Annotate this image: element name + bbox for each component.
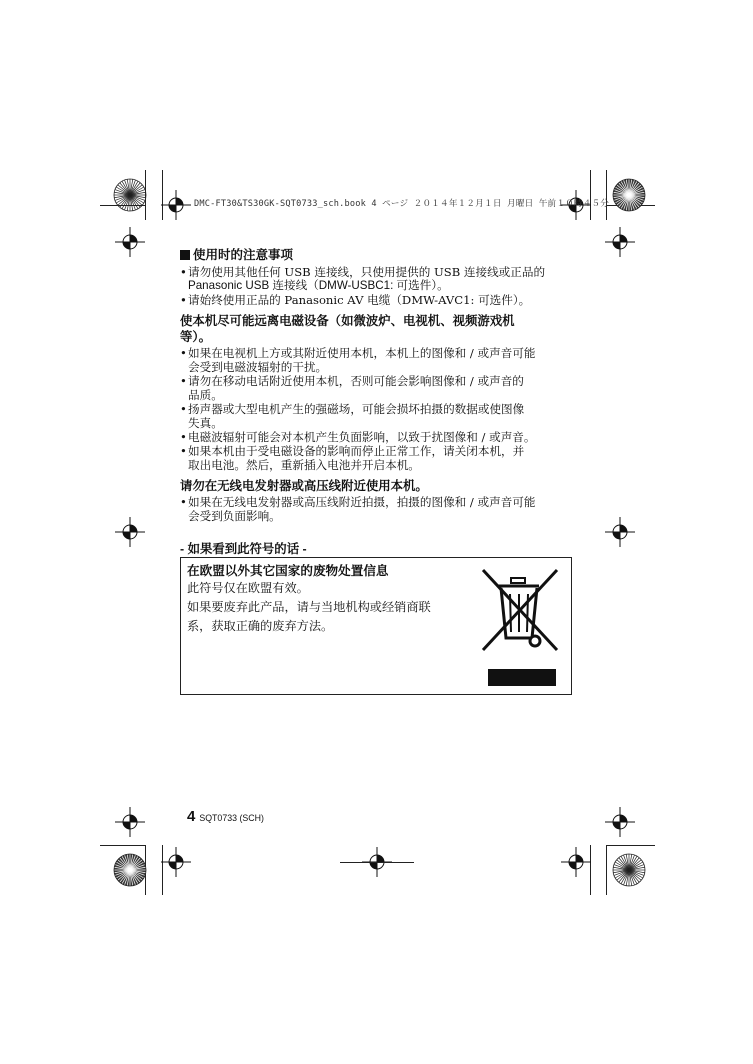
list-item-line: 如果本机由于受电磁设备的影响而停止正常工作，请关闭本机，并	[188, 444, 525, 458]
section-heading	[180, 478, 575, 494]
list-item-line: 会受到电磁波辐射的干扰。	[188, 360, 328, 374]
color-rosette-icon	[113, 178, 147, 212]
weee-line: 此符号仅在欧盟有效。	[187, 581, 309, 595]
bullet-icon: •	[180, 265, 187, 279]
bullet-icon: •	[180, 293, 187, 307]
list-item	[180, 495, 575, 523]
page-footer	[187, 806, 264, 825]
list-item-line: 扬声器或大型电机产生的强磁场，可能会损坏拍摄的数据或使图像	[188, 402, 525, 416]
list-item	[180, 374, 575, 402]
list-item	[180, 265, 575, 293]
section-heading	[180, 313, 575, 345]
registration-mark-icon	[115, 807, 145, 837]
registration-mark-icon	[561, 847, 591, 877]
weee-title: 在欧盟以外其它国家的废物处置信息	[187, 563, 389, 578]
weee-line: 如果要废弃此产品，请与当地机构或经销商联	[187, 600, 431, 614]
registration-mark-icon	[115, 227, 145, 257]
doc-code: SQT0733 (SCH)	[199, 813, 264, 823]
crop-mark	[606, 170, 607, 220]
section-heading-text: 使用时的注意事项	[193, 247, 294, 262]
weee-line: 系，获取正确的废弃方法。	[187, 619, 334, 633]
list-item-line: Panasonic USB 连接线（DMW-USBC1: 可选件）。	[188, 279, 449, 292]
square-bullet-icon	[180, 250, 190, 260]
weee-text	[187, 562, 477, 636]
list-item-line: 电磁波辐射可能会对本机产生负面影响，以致于扰图像和 / 或声音。	[188, 430, 536, 444]
crop-mark	[606, 845, 607, 895]
bullet-icon: •	[180, 430, 187, 444]
bullet-icon: •	[180, 495, 187, 509]
list-item	[180, 402, 575, 430]
list-item-line: 如果在无线电发射器或高压线附近拍摄，拍摄的图像和 / 或声音可能	[188, 495, 536, 509]
crop-mark	[340, 862, 414, 863]
crossed-out-wheelie-bin-icon	[477, 564, 563, 656]
registration-mark-icon	[605, 807, 635, 837]
list-item-line: 取出电池。然后，重新插入电池并开启本机。	[188, 458, 420, 472]
list-item-line: 失真。	[188, 416, 223, 430]
registration-mark-icon	[605, 517, 635, 547]
list-item-line: 品质。	[188, 388, 223, 402]
crop-mark	[100, 845, 145, 846]
list-item	[180, 346, 575, 374]
list-item-line: 请勿使用其他任何 USB 连接线，只使用提供的 USB 连接线或正品的	[188, 265, 546, 279]
color-rosette-icon	[113, 853, 147, 887]
section-heading-line: 使本机尽可能远离电磁设备（如微波炉、电视机、视频游戏机	[180, 313, 515, 328]
registration-mark-icon	[115, 517, 145, 547]
list-item-line: 如果在电视机上方或其附近使用本机，本机上的图像和 / 或声音可能	[188, 346, 536, 360]
symbol-heading: - 如果看到此符号的话 -	[180, 542, 307, 556]
registration-mark-icon	[161, 190, 191, 220]
bullet-icon: •	[180, 444, 187, 458]
list-item	[180, 444, 575, 472]
section-heading	[180, 246, 575, 263]
weee-notice-box	[180, 557, 572, 695]
registration-mark-icon	[161, 847, 191, 877]
list-item	[180, 430, 575, 444]
section-heading-line: 请勿在无线电发射器或高压线附近使用本机。	[180, 478, 428, 493]
list-item-line: 请勿在移动电话附近使用本机，否则可能会影响图像和 / 或声音的	[188, 374, 524, 388]
page-content	[180, 246, 575, 523]
registration-mark-icon	[605, 227, 635, 257]
file-header: DMC-FT30&TS30GK-SQT0733_sch.book 4 ページ ２０１４年１２月１日 月曜日 午前１０時４５分	[194, 199, 610, 209]
list-item-line: 会受到负面影响。	[188, 509, 281, 523]
color-rosette-icon	[612, 853, 646, 887]
section-heading-line: 等）。	[180, 329, 211, 344]
bullet-icon: •	[180, 346, 187, 360]
weee-black-bar	[488, 669, 556, 686]
list-item	[180, 293, 575, 307]
crop-mark	[607, 845, 655, 846]
bullet-icon: •	[180, 374, 187, 388]
list-item-line: 请始终使用正品的 Panasonic AV 电缆（DMW-AVC1: 可选件）。	[188, 293, 531, 307]
bullet-icon: •	[180, 402, 187, 416]
page-number: 4	[187, 808, 196, 825]
